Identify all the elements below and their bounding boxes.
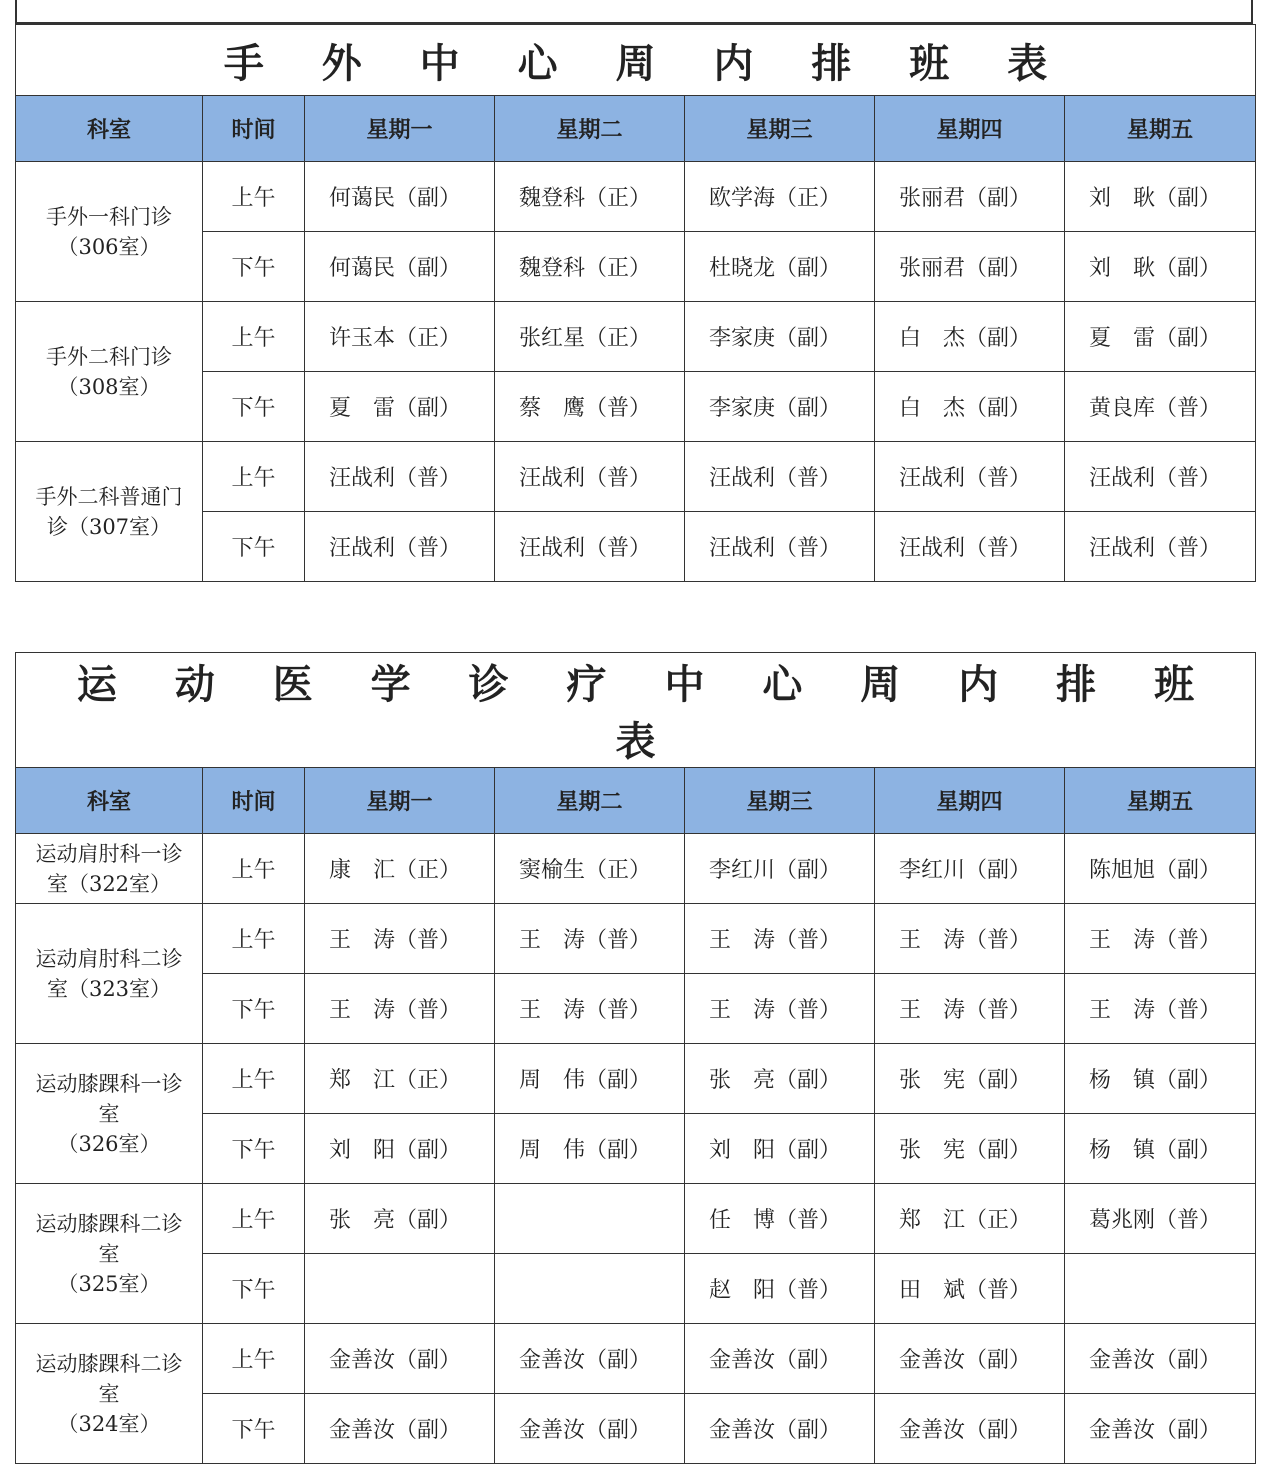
time-cell: 上午 [203, 1044, 305, 1114]
doctor-cell: 葛兆刚（普） [1065, 1184, 1256, 1254]
title-row [16, 25, 1256, 96]
doctor-cell: 汪战利（普） [1065, 442, 1256, 512]
column-header: 星期五 [1065, 768, 1256, 834]
doctor-cell: 金善汝（副） [875, 1394, 1065, 1464]
doctor-cell: 金善汝（副） [1065, 1394, 1256, 1464]
doctor-cell: 郑 江（正） [875, 1184, 1065, 1254]
doctor-cell: 王 涛（普） [875, 904, 1065, 974]
column-header: 星期四 [875, 96, 1065, 162]
sports-medicine-schedule-table [15, 652, 1256, 1464]
doctor-cell: 汪战利（普） [495, 442, 685, 512]
doctor-cell: 王 涛（普） [1065, 974, 1256, 1044]
doctor-cell: 陈旭旭（副） [1065, 834, 1256, 904]
doctor-cell: 张 亮（副） [685, 1044, 875, 1114]
doctor-cell: 汪战利（普） [305, 512, 495, 582]
department-cell: 运动肩肘科一诊 室（322室） [16, 834, 203, 904]
time-cell: 上午 [203, 442, 305, 512]
column-header: 科室 [16, 96, 203, 162]
time-cell: 上午 [203, 1184, 305, 1254]
doctor-cell: 任 博（普） [685, 1184, 875, 1254]
doctor-cell: 许玉本（正） [305, 302, 495, 372]
doctor-cell: 夏 雷（副） [1065, 302, 1256, 372]
time-cell: 上午 [203, 1324, 305, 1394]
doctor-cell: 金善汝（副） [875, 1324, 1065, 1394]
column-header: 星期二 [495, 768, 685, 834]
doctor-cell: 何蔼民（副） [305, 232, 495, 302]
column-header: 星期三 [685, 768, 875, 834]
doctor-cell: 欧学海（正） [685, 162, 875, 232]
doctor-cell: 金善汝（副） [305, 1324, 495, 1394]
doctor-cell [495, 1254, 685, 1324]
doctor-cell: 赵 阳（普） [685, 1254, 875, 1324]
table-row [16, 1324, 1256, 1394]
doctor-cell: 周 伟（副） [495, 1114, 685, 1184]
doctor-cell: 张 亮（副） [305, 1184, 495, 1254]
header-row [16, 768, 1256, 834]
time-cell: 下午 [203, 512, 305, 582]
time-cell: 上午 [203, 162, 305, 232]
doctor-cell: 刘 阳（副） [305, 1114, 495, 1184]
table-row [16, 904, 1256, 974]
time-cell: 下午 [203, 372, 305, 442]
time-cell: 上午 [203, 302, 305, 372]
time-cell: 上午 [203, 834, 305, 904]
doctor-cell: 王 涛（普） [495, 904, 685, 974]
time-cell: 下午 [203, 1394, 305, 1464]
doctor-cell: 李家庚（副） [685, 302, 875, 372]
table-row [16, 1044, 1256, 1114]
column-header: 星期四 [875, 768, 1065, 834]
time-cell: 下午 [203, 232, 305, 302]
column-header: 科室 [16, 768, 203, 834]
department-cell: 运动膝踝科二诊 室 （325室） [16, 1184, 203, 1324]
column-header: 时间 [203, 96, 305, 162]
table-row [16, 834, 1256, 904]
doctor-cell: 何蔼民（副） [305, 162, 495, 232]
doctor-cell: 汪战利（普） [305, 442, 495, 512]
doctor-cell: 金善汝（副） [1065, 1324, 1256, 1394]
doctor-cell: 王 涛（普） [305, 904, 495, 974]
doctor-cell: 窦榆生（正） [495, 834, 685, 904]
doctor-cell: 张 宪（副） [875, 1044, 1065, 1114]
doctor-cell: 王 涛（普） [305, 974, 495, 1044]
column-header: 星期一 [305, 96, 495, 162]
doctor-cell: 夏 雷（副） [305, 372, 495, 442]
table-row [16, 442, 1256, 512]
column-header: 星期五 [1065, 96, 1256, 162]
doctor-cell: 魏登科（正） [495, 162, 685, 232]
time-cell: 下午 [203, 1114, 305, 1184]
department-cell: 运动膝踝科一诊 室 （326室） [16, 1044, 203, 1184]
doctor-cell: 魏登科（正） [495, 232, 685, 302]
doctor-cell: 张 宪（副） [875, 1114, 1065, 1184]
doctor-cell: 郑 江（正） [305, 1044, 495, 1114]
doctor-cell: 李家庚（副） [685, 372, 875, 442]
doctor-cell: 白 杰（副） [875, 372, 1065, 442]
doctor-cell: 刘 阳（副） [685, 1114, 875, 1184]
department-cell: 手外二科普通门 诊（307室） [16, 442, 203, 582]
doctor-cell: 汪战利（普） [685, 442, 875, 512]
doctor-cell: 杜晓龙（副） [685, 232, 875, 302]
table-title: 运 动 医 学 诊 疗 中 心 周 内 排 班 表 [16, 653, 1256, 768]
header-row [16, 96, 1256, 162]
doctor-cell: 周 伟（副） [495, 1044, 685, 1114]
hand-surgery-schedule-table [15, 24, 1256, 582]
doctor-cell: 刘 耿（副） [1065, 162, 1256, 232]
doctor-cell: 刘 耿（副） [1065, 232, 1256, 302]
doctor-cell: 田 斌（普） [875, 1254, 1065, 1324]
department-cell: 运动肩肘科二诊 室（323室） [16, 904, 203, 1044]
doctor-cell [1065, 1254, 1256, 1324]
doctor-cell: 金善汝（副） [685, 1324, 875, 1394]
department-cell: 运动膝踝科二诊 室 （324室） [16, 1324, 203, 1464]
doctor-cell [305, 1254, 495, 1324]
doctor-cell: 金善汝（副） [685, 1394, 875, 1464]
doctor-cell: 杨 镇（副） [1065, 1044, 1256, 1114]
column-header: 星期三 [685, 96, 875, 162]
doctor-cell: 汪战利（普） [875, 512, 1065, 582]
doctor-cell: 汪战利（普） [685, 512, 875, 582]
doctor-cell: 汪战利（普） [495, 512, 685, 582]
table-title: 手 外 中 心 周 内 排 班 表 [16, 25, 1256, 96]
title-row [16, 653, 1256, 768]
department-cell: 手外二科门诊 （308室） [16, 302, 203, 442]
table-row [16, 302, 1256, 372]
doctor-cell: 王 涛（普） [1065, 904, 1256, 974]
doctor-cell: 杨 镇（副） [1065, 1114, 1256, 1184]
column-header: 星期二 [495, 96, 685, 162]
table-row [16, 162, 1256, 232]
doctor-cell: 王 涛（普） [685, 904, 875, 974]
doctor-cell: 王 涛（普） [875, 974, 1065, 1044]
doctor-cell: 张丽君（副） [875, 162, 1065, 232]
doctor-cell: 李红川（副） [875, 834, 1065, 904]
doctor-cell: 白 杰（副） [875, 302, 1065, 372]
doctor-cell: 汪战利（普） [875, 442, 1065, 512]
time-cell: 下午 [203, 1254, 305, 1324]
doctor-cell [495, 1184, 685, 1254]
doctor-cell: 黄良库（普） [1065, 372, 1256, 442]
time-cell: 上午 [203, 904, 305, 974]
doctor-cell: 李红川（副） [685, 834, 875, 904]
column-header: 星期一 [305, 768, 495, 834]
top-border-strip [15, 0, 1253, 24]
doctor-cell: 王 涛（普） [685, 974, 875, 1044]
doctor-cell: 汪战利（普） [1065, 512, 1256, 582]
doctor-cell: 张红星（正） [495, 302, 685, 372]
department-cell: 手外一科门诊 （306室） [16, 162, 203, 302]
table-row [16, 1184, 1256, 1254]
doctor-cell: 张丽君（副） [875, 232, 1065, 302]
doctor-cell: 金善汝（副） [495, 1394, 685, 1464]
doctor-cell: 金善汝（副） [495, 1324, 685, 1394]
doctor-cell: 康 汇（正） [305, 834, 495, 904]
column-header: 时间 [203, 768, 305, 834]
doctor-cell: 金善汝（副） [305, 1394, 495, 1464]
doctor-cell: 蔡 鹰（普） [495, 372, 685, 442]
time-cell: 下午 [203, 974, 305, 1044]
doctor-cell: 王 涛（普） [495, 974, 685, 1044]
